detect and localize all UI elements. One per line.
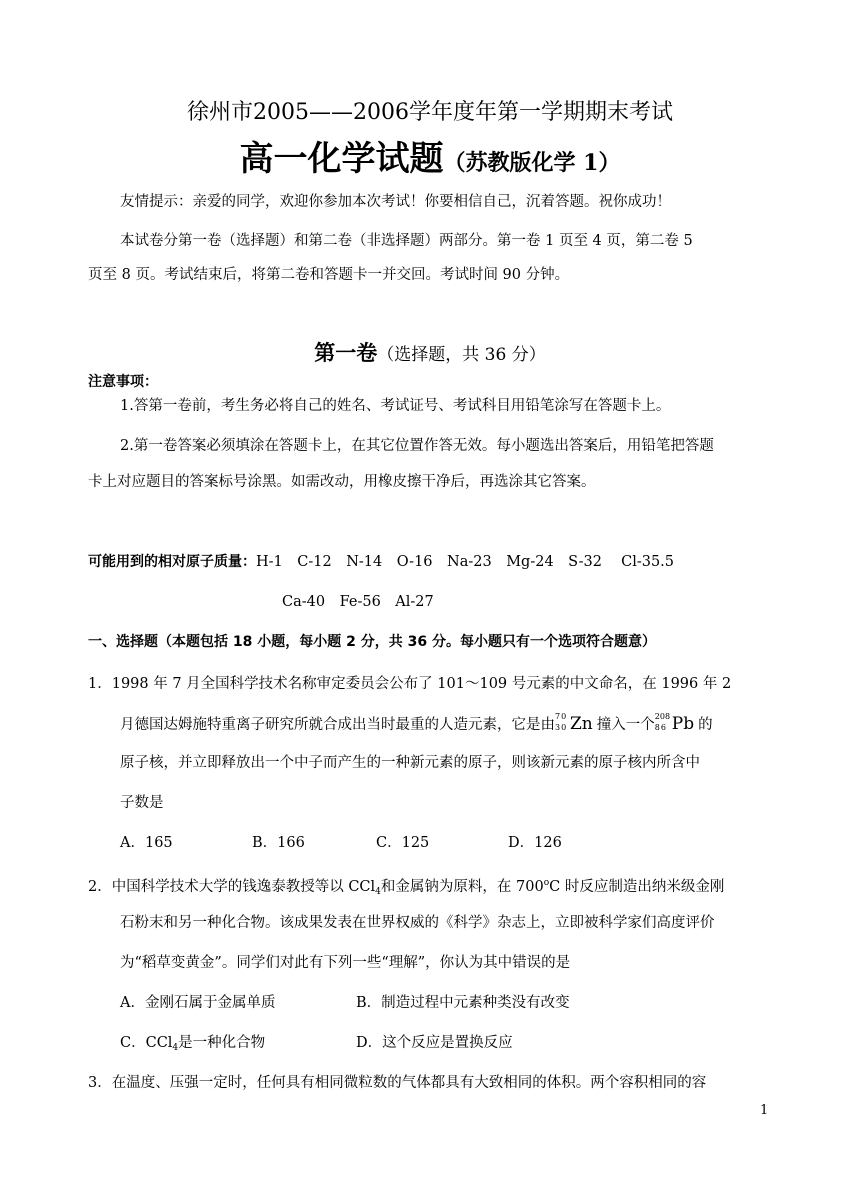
notes-heading: 注意事项： [88, 374, 158, 390]
subject-title-main: 高一化学试题 [239, 139, 444, 179]
q1-line1: 1．1998 年 7 月全国科学技术名称审定委员会公布了 101～109 号元素的中文命名，在 1996 年 2 [88, 676, 732, 692]
note-item-1: 1.答第一卷前，考生务必将自己的姓名、考试证号、考试科目用铅笔涂写在答题卡上。 [120, 398, 671, 414]
q1-option-b: B．166 [252, 835, 305, 851]
friendly-tip: 友情提示：亲爱的同学，欢迎你参加本次考试！你要相信自己，沉着答题。祝你成功！ [120, 194, 671, 210]
q1-option-a: A．165 [120, 835, 173, 851]
section-title-main: 第一卷 [314, 340, 378, 365]
q2-line1-text-b: 和金属钠为原料，在 700 [380, 879, 544, 895]
exam-description-line1: 本试卷分第一卷（选择题）和第二卷（非选择题）两部分。第一卷 1 页至 4 页，第二卷 5 [120, 233, 693, 249]
note-item-2-line2: 卡上对应题目的答案标号涂黑。如需改动，用橡皮擦干净后，再选涂其它答案。 [88, 474, 596, 490]
pb-isotope-notation [655, 714, 672, 734]
zn-isotope-notation [555, 714, 570, 734]
subject-title [0, 137, 860, 185]
q2-line2: 石粉末和另一种化合物。该成果发表在世界权威的《科学》杂志上，立即被科学家们高度评价 [120, 915, 715, 931]
q2-line1 [88, 873, 724, 902]
q2-line1-superscript: o [543, 878, 550, 888]
q2-line1-text-a: 2．中国科学技术大学的钱逸泰教授等以 CCl [88, 879, 376, 895]
q2-option-c-subscript: 4 [172, 1043, 179, 1053]
zn-atomic-number: 30 [555, 723, 568, 732]
q1-option-d: D．126 [508, 835, 562, 851]
pb-symbol: Pb [671, 714, 695, 734]
exam-title: 徐州市2005——2006学年度年第一学期期末考试 [187, 100, 673, 125]
atomic-mass-label: 可能用到的相对原子质量： [88, 554, 256, 570]
page-number: 1 [760, 1103, 769, 1118]
q2-option-c-text-a: C．CCl [120, 1035, 173, 1051]
q1-line4: 子数是 [120, 795, 164, 811]
q1-line2-text-c: 的 [698, 717, 713, 733]
exam-description-line2: 页至 8 页。考试结束后，将第二卷和答题卡一并交回。考试时间 90 分钟。 [88, 267, 570, 283]
atomic-mass-values-1: H-1 C-12 N-14 O-16 Na-23 Mg-24 S-32 Cl-35.5 [256, 554, 675, 570]
q2-line1-subscript: 4 [375, 887, 381, 897]
note-item-2-line1: 2.第一卷答案必须填涂在答题卡上，在其它位置作答无效。每小题选出答案后，用铅笔把答题 [120, 438, 714, 454]
q2-line3: 为“稻草变黄金”。同学们对此有下列一些“理解”，你认为其中错误的是 [120, 955, 571, 971]
atomic-mass-line1 [88, 552, 674, 572]
part1-heading: 一、选择题（本题包括 18 小题，每小题 2 分，共 36 分。每小题只有一个选项符合题意） [88, 634, 656, 650]
zn-symbol: Zn [570, 714, 593, 734]
pb-mass-number: 208 [654, 712, 671, 721]
subject-title-edition: （苏教版化学 1） [443, 150, 621, 176]
q2-option-c-text-b: 是一种化合物 [178, 1035, 266, 1051]
q1-line2-text-a: 月德国达姆施特重离子研究所就合成出当时最重的人造元素，它是由 [120, 717, 555, 733]
q2-line1-text-c: C 时反应制造出纳米级金刚 [549, 879, 725, 895]
q1-option-c: C．125 [376, 835, 430, 851]
section-title-sub: （选择题，共 36 分） [377, 345, 546, 365]
q1-line3: 原子核，并立即释放出一个中子而产生的一种新元素的原子，则该新元素的原子核内所含中 [120, 755, 700, 771]
q3-line1: 3．在温度、压强一定时，任何具有相同微粒数的气体都具有大致相同的体积。两个容积相同的容 [88, 1075, 707, 1091]
q1-line2 [120, 714, 713, 735]
q1-line2-text-b: 撞入一个 [596, 717, 655, 733]
atomic-mass-line2: Ca-40 Fe-56 Al-27 [282, 594, 434, 610]
q2-option-d: D．这个反应是置换反应 [356, 1035, 513, 1051]
q2-option-a: A．金刚石属于金属单质 [120, 995, 276, 1011]
q2-option-b: B．制造过程中元素种类没有改变 [356, 995, 570, 1011]
section-title [0, 338, 860, 370]
q2-option-c [120, 1033, 265, 1058]
zn-mass-number: 70 [555, 712, 568, 721]
pb-atomic-number: 86 [654, 723, 667, 732]
